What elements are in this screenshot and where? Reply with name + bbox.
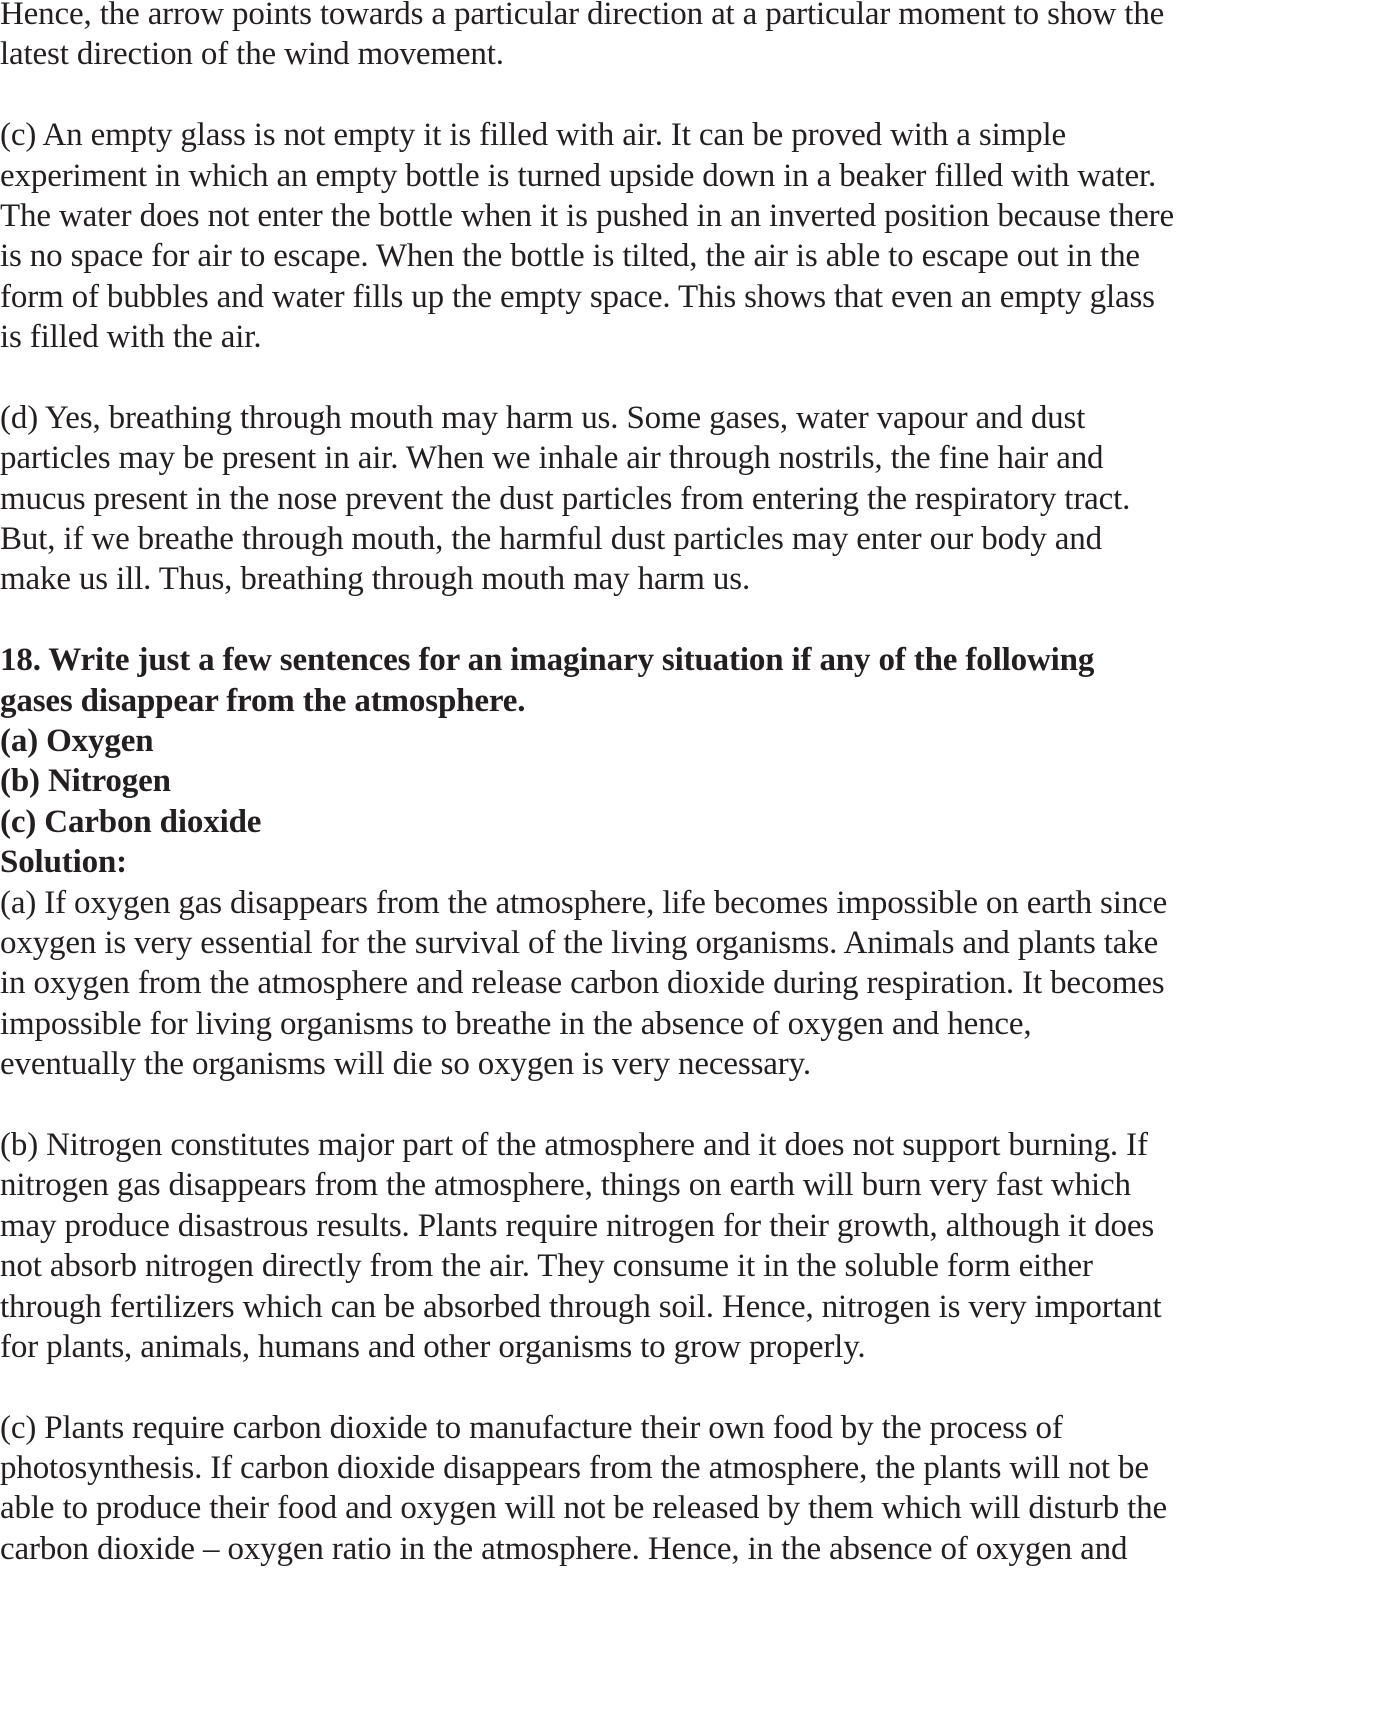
text-line: But, if we breathe through mouth, the harmful dust particles may enter our body and	[0, 521, 1102, 558]
text-line: The water does not enter the bottle when it is pushed in an inverted position because there	[0, 197, 1174, 234]
question-18	[0, 640, 1398, 882]
text-line: carbon dioxide – oxygen ratio in the atmosphere. Hence, in the absence of oxygen and	[0, 1530, 1128, 1567]
text-line: mucus present in the nose prevent the dust particles from entering the respiratory tract.	[0, 480, 1131, 517]
paragraph-gap	[0, 600, 1398, 640]
text-line: Hence, the arrow points towards a particular direction at a particular moment to show the	[0, 0, 1165, 32]
text-line: may produce disastrous results. Plants require nitrogen for their growth, although it does	[0, 1207, 1155, 1244]
question-heading: gases disappear from the atmosphere.	[0, 682, 526, 719]
text-line: make us ill. Thus, breathing through mouth may harm us.	[0, 561, 751, 598]
text-line: latest direction of the wind movement.	[0, 36, 504, 73]
text-line: eventually the organisms will die so oxygen is very necessary.	[0, 1046, 811, 1083]
paragraph-gap	[0, 75, 1398, 115]
question-heading: 18. Write just a few sentences for an imaginary situation if any of the following	[0, 642, 1095, 679]
text-line: particles may be present in air. When we inhale air through nostrils, the fine hair and	[0, 440, 1104, 477]
text-line: experiment in which an empty bottle is turned upside down in a beaker filled with water.	[0, 157, 1157, 194]
text-line: for plants, animals, humans and other organisms to grow properly.	[0, 1328, 866, 1365]
text-line: (c) An empty glass is not empty it is filled with air. It can be proved with a simple	[0, 117, 1066, 154]
text-line: photosynthesis. If carbon dioxide disappears from the atmosphere, the plants will not be	[0, 1450, 1149, 1487]
text-line: (d) Yes, breathing through mouth may harm us. Some gases, water vapour and dust	[0, 399, 1086, 436]
question-option-nitrogen: (b) Nitrogen	[0, 763, 171, 800]
paragraph-gap	[0, 1085, 1398, 1125]
text-line: is filled with the air.	[0, 319, 262, 356]
text-line: through fertilizers which can be absorbed through soil. Hence, nitrogen is very important	[0, 1288, 1162, 1325]
text-line: (b) Nitrogen constitutes major part of the atmosphere and it does not support burning. If	[0, 1126, 1148, 1163]
solution-label: Solution:	[0, 844, 128, 881]
text-line: (a) If oxygen gas disappears from the atmosphere, life becomes impossible on earth since	[0, 884, 1168, 921]
answer-17d-paragraph	[0, 398, 1398, 600]
continuation-paragraph	[0, 0, 1398, 75]
text-line: in oxygen from the atmosphere and release carbon dioxide during respiration. It becomes	[0, 965, 1165, 1002]
answer-18c-paragraph	[0, 1408, 1398, 1570]
text-line: form of bubbles and water fills up the empty space. This shows that even an empty glass	[0, 278, 1155, 315]
text-line: nitrogen gas disappears from the atmosphere, things on earth will burn very fast which	[0, 1167, 1131, 1204]
text-line: is no space for air to escape. When the bottle is tilted, the air is able to escape out in the	[0, 238, 1140, 275]
question-option-oxygen: (a) Oxygen	[0, 723, 154, 760]
text-line: impossible for living organisms to breathe in the absence of oxygen and hence,	[0, 1005, 1032, 1042]
text-line: (c) Plants require carbon dioxide to manufacture their own food by the process of	[0, 1409, 1063, 1446]
answer-17c-paragraph	[0, 115, 1398, 357]
text-line: able to produce their food and oxygen will not be released by them which will disturb the	[0, 1490, 1168, 1527]
answer-18b-paragraph	[0, 1125, 1398, 1367]
text-line: oxygen is very essential for the survival of the living organisms. Animals and plants take	[0, 924, 1159, 961]
text-line: not absorb nitrogen directly from the air. They consume it in the soluble form either	[0, 1248, 1093, 1285]
paragraph-gap	[0, 1367, 1398, 1407]
question-option-carbon-dioxide: (c) Carbon dioxide	[0, 803, 262, 840]
paragraph-gap	[0, 358, 1398, 398]
answer-18a-paragraph	[0, 883, 1398, 1085]
